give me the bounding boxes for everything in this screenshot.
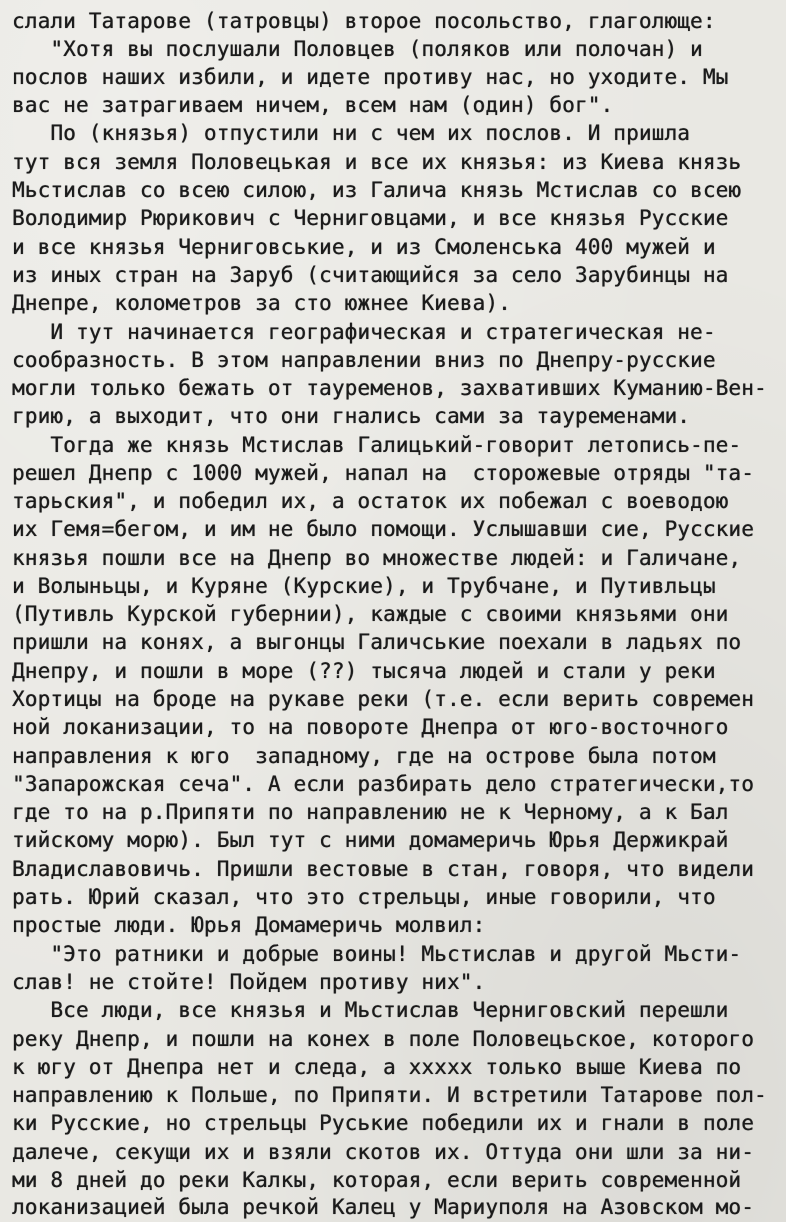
text-line: Володимир Рюрикович с Черниговцами, и все князья Русские <box>12 206 729 230</box>
text-line: рать. Юрий сказал, что это стрельцы, иные говорили, что <box>12 885 716 909</box>
text-line: направления к юго западному, где на острове была потом <box>12 744 716 768</box>
text-line: И тут начинается географическая и стратегическая не- <box>12 320 716 344</box>
text-line: их Гемя=бегом, и им не было помощи. Услышавши сие, Русские <box>12 517 754 541</box>
text-line: пришли на конях, а выгонцы Галичськие поехали в ладьях по <box>12 630 742 654</box>
text-line: Тогда же князь Мстислав Галицький-говорит летопись-пе- <box>12 433 742 457</box>
text-line: к югу от Днепра нет и следа, а ххххх только выше Киева по <box>12 1055 742 1079</box>
text-line: далече, секущи их и взяли скотов их. Оттуда они шли за ни- <box>12 1140 754 1164</box>
text-line: и Волыньцы, и Куряне (Курские), и Трубчане, и Путивльцы <box>12 574 716 598</box>
text-line: "Хотя вы послушали Половцев (поляков или полочан) и <box>12 37 703 61</box>
text-line: простые люди. Юрья Домамеричь молвил: <box>12 913 486 937</box>
text-line: По (князья) отпустили ни с чем их послов. И пришла <box>12 121 691 145</box>
text-line: ми 8 дней до реки Калкы, которая, если верить современной <box>12 1168 742 1192</box>
text-line: Хортицы на броде на рукаве реки (т.е. если верить современ <box>12 687 754 711</box>
text-line: тарьския", и победил их, а остаток их побежал с воеводою <box>12 489 729 513</box>
text-line: где то на р.Припяти по направлению не к Черному, а к Бал <box>12 800 729 824</box>
text-line: ки Русские, но стрельцы Руськие победили их и гнали в поле <box>12 1111 754 1135</box>
text-line: слали Татарове (татровцы) второе посольство, глаголюще: <box>12 9 716 33</box>
text-line: Днепру, и пошли в море (??) тысяча людей и стали у реки <box>12 659 716 683</box>
text-line: направлению к Польше, по Припяти. И встретили Татарове пол- <box>12 1083 767 1107</box>
text-line: "Запарожская сеча". А если разбирать дело стратегически,то <box>12 772 754 796</box>
text-line: сообразность. В этом направлении вниз по Днепру-русские <box>12 348 716 372</box>
text-line: решел Днепр с 1000 мужей, напал на сторожевые отряды "та- <box>12 461 754 485</box>
text-line: вас не затрагиваем ничем, всем нам (один) бог". <box>12 93 614 117</box>
text-line: Днепре, колометров за сто южнее Киева). <box>12 291 511 315</box>
text-line: и все князья Черниговськие, и из Смоленська 400 мужей и <box>12 235 716 259</box>
text-line: Мьстислав со всею силою, из Галича князь Мстислав со всею <box>12 178 742 202</box>
text-line: локанизацией была речкой Калец у Мариуполя на Азовском мо- <box>12 1195 754 1219</box>
text-line: могли только бежать от тауременов, захвативших Куманию-Вен- <box>12 376 767 400</box>
text-line: тийскому морю). Был тут с ними домамеричь Юрья Держикрай <box>12 828 729 852</box>
text-line: послов наших избили, и идете противу нас, но уходите. Мы <box>12 65 729 89</box>
text-line: слав! не стойте! Пойдем противу них". <box>12 970 486 994</box>
text-line: ной локанизации, то на повороте Днепра от юго-восточного <box>12 715 729 739</box>
text-line: "Это ратники и добрые воины! Мьстислав и другой Мьсти- <box>12 942 742 966</box>
text-line: реку Днепр, и пошли на конех в поле Половецьское, которого <box>12 1027 754 1051</box>
text-line: грию, а выходит, что они гнались сами за тауременами. <box>12 404 691 428</box>
text-line: (Путивль Курской губернии), каждые с своими князьями они <box>12 602 729 626</box>
text-line: тут вся земля Половецькая и все их князья: из Киева князь <box>12 150 742 174</box>
text-line: из иных стран на Заруб (считающийся за село Зарубинцы на <box>12 263 729 287</box>
text-line: Все люди, все князья и Мьстислав Черниговский перешли <box>12 998 729 1022</box>
text-line: Владиславовичь. Пришли вестовые в стан, говоря, что видели <box>12 857 754 881</box>
text-line: князья пошли все на Днепр во множестве людей: и Галичане, <box>12 546 742 570</box>
